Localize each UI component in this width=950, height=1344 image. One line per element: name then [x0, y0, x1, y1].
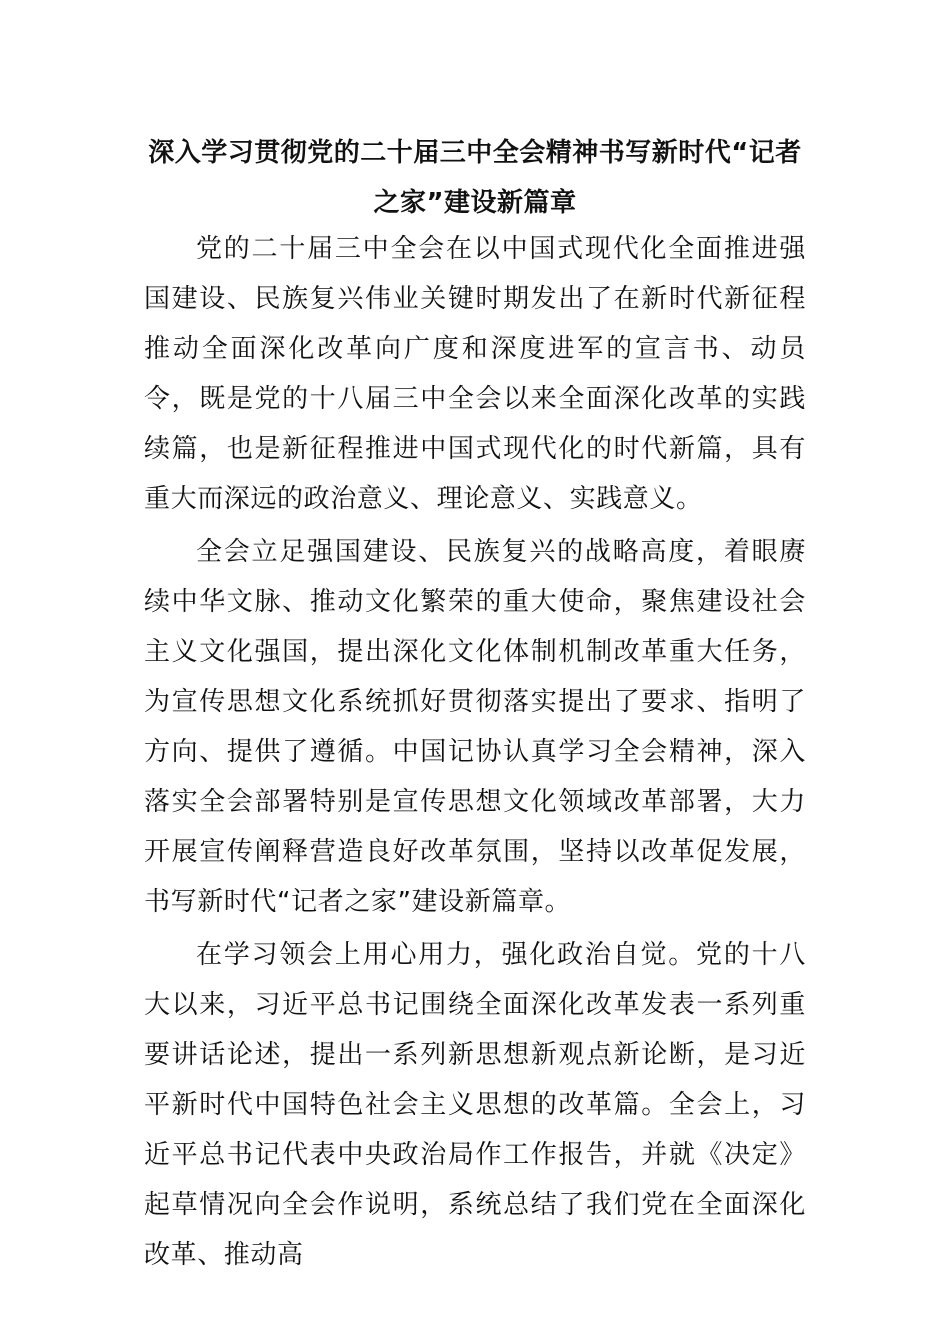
paragraph-2: 全会立足强国建设、民族复兴的战略高度，着眼赓续中华文脉、推动文化繁荣的重大使命，聚焦建设社会主义文化强国，提出深化文化体制机制改革重大任务，为宣传思想文化系统抓好贯彻落实提出了要求、指明了方向、提供了遵循。中国记协认真学习全会精神，深入落实全会部署特别是宣传思想文化领域改革部署，大力开展宣传阐释营造良好改革氛围，坚持以改革促发展，书写新时代“记者之家”建设新篇章。	[144, 537, 806, 917]
document-body	[144, 224, 806, 1280]
document-title: 深入学习贯彻党的二十届三中全会精神书写新时代“记者之家”建设新篇章	[148, 138, 802, 218]
paragraph-3: 在学习领会上用心用力，强化政治自觉。党的十八大以来，习近平总书记围绕全面深化改革发表一系列重要讲话论述，提出一系列新思想新观点新论断，是习近平新时代中国特色社会主义思想的改革篇。全会上，习近平总书记代表中央政治局作工作报告，并就《决定》起草情况向全会作说明，系统总结了我们党在全面深化改革、推动高	[144, 940, 806, 1270]
paragraph-1: 党的二十届三中全会在以中国式现代化全面推进强国建设、民族复兴伟业关键时期发出了在新时代新征程推动全面深化改革向广度和深度进军的宣言书、动员令，既是党的十八届三中全会以来全面深化改革的实践续篇，也是新征程推进中国式现代化的时代新篇，具有重大而深远的政治意义、理论意义、实践意义。	[144, 234, 806, 514]
